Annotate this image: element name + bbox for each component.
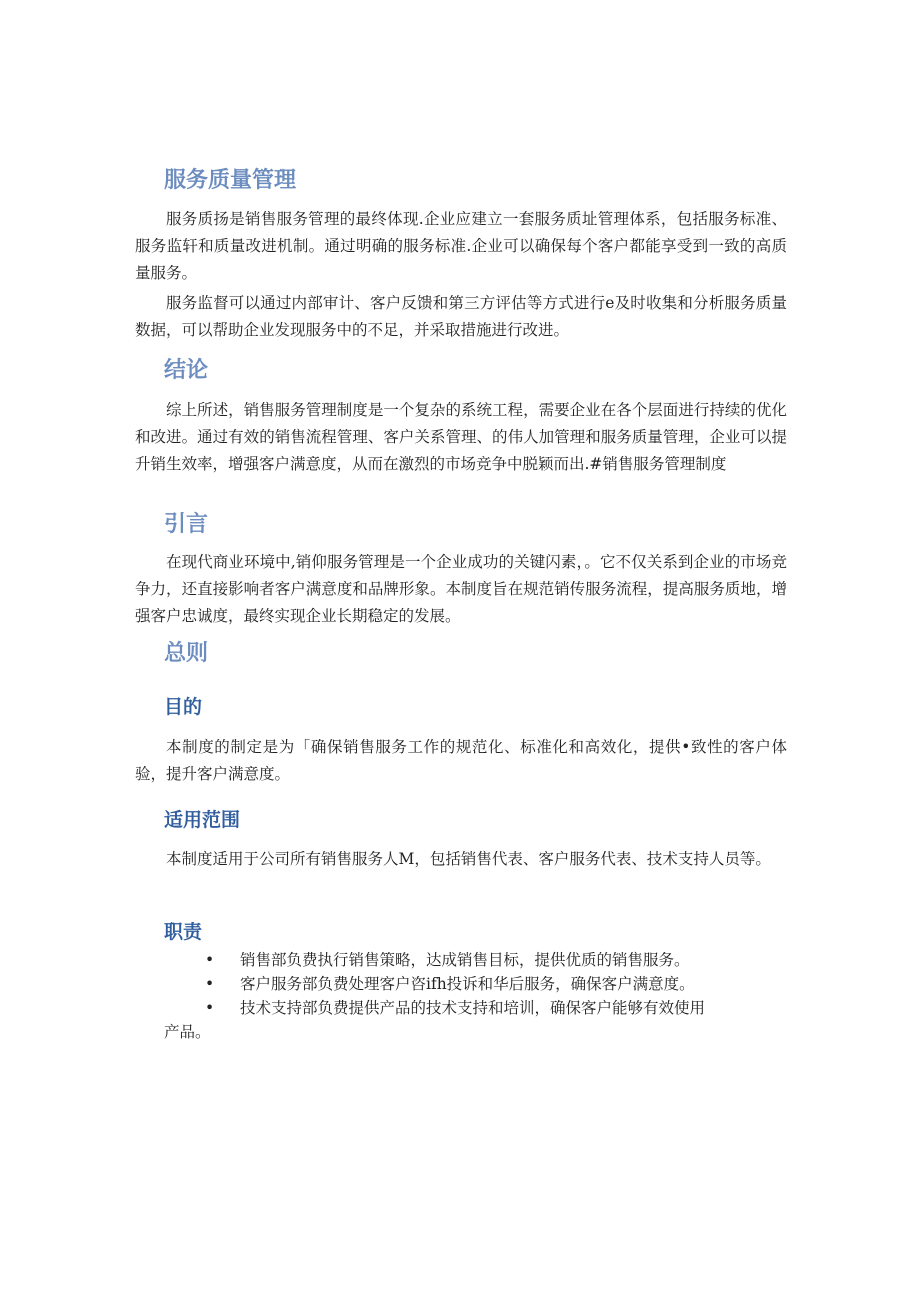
quality-paragraph-1-block <box>135 206 787 287</box>
section-quality-management <box>135 167 787 195</box>
list-item <box>135 972 787 996</box>
heading-quality-management: 服务质量管理 <box>164 168 297 193</box>
section-duties <box>135 919 787 945</box>
heading-scope: 适用范围 <box>164 809 241 831</box>
scope-paragraph: 本制度适用于公司所有销售服务人M，包括销售代表、客户服务代表、技术支持人员等。 <box>166 850 771 868</box>
duties-list-block <box>135 948 787 1044</box>
purpose-paragraph-block <box>135 734 787 788</box>
quality-paragraph-2-block <box>135 290 787 344</box>
section-scope <box>135 807 787 833</box>
duty-text: 技术支持部负费提供产品的技术支持和培训，确保客户能够有效使用 <box>240 999 706 1017</box>
introduction-paragraph-block <box>135 549 787 630</box>
heading-purpose: 目的 <box>164 696 203 718</box>
section-conclusion <box>135 357 787 385</box>
conclusion-paragraph: 综上所述，销售服务管理制度是一个复杂的系统工程，需要企业在各个层面进行持续的优化和改进。通过有效的销售流程管理、客户关系管理、的伟人加管理和服务质量管理，企业可以提升销生效率，增强客户满意度，从而在激烈的市场竞争中脱颖而出.#销售服务管理制度 <box>135 401 787 473</box>
duty-text-continuation: 产品。 <box>164 1023 211 1041</box>
heading-general: 总则 <box>164 641 209 666</box>
quality-paragraph-1: 服务质扬是销售服务管理的最终体现.企业应建立一套服务质址管理体系，包括服务标准、服务监轩和质量改进机制。通过明确的服务标准.企业可以确保每个客户都能享受到一致的高质量服务。 <box>135 210 787 282</box>
conclusion-paragraph-block <box>135 397 787 478</box>
heading-conclusion: 结论 <box>164 358 209 383</box>
bullet-icon: • <box>205 999 215 1017</box>
heading-duties: 职责 <box>164 921 203 943</box>
scope-paragraph-block <box>135 846 787 873</box>
list-item <box>135 948 787 972</box>
duties-list <box>135 948 787 1020</box>
purpose-paragraph: 本制度的制定是为「确保销售服务工作的规范化、标准化和高效化，提供•致性的客户体验，提升客户满意度。 <box>135 738 787 783</box>
heading-introduction: 引言 <box>164 512 209 537</box>
bullet-icon: • <box>205 975 215 993</box>
duty-text: 客户服务部负费处理客户咨ifh投诉和华后服务，确保客户满意度。 <box>240 975 695 993</box>
introduction-paragraph: 在现代商业环境中,销仰服务管理是一个企业成功的关键闪素，。它不仅关系到企业的市场竞争力，还直接影响者客户满意度和品牌形象。本制度旨在规范销传服务流程，提高服务质地，增强客户忠诚度，最终实现企业长期稳定的发展。 <box>135 553 787 625</box>
quality-paragraph-2: 服务监督可以通过内部审计、客户反馈和第三方评估等方式进行e及时收集和分析服务质量数据，可以帮助企业发现服务中的不足，并采取措施进行改进。 <box>135 294 787 339</box>
section-purpose <box>135 694 787 720</box>
section-introduction <box>135 511 787 539</box>
section-general <box>135 640 787 668</box>
list-item <box>135 996 787 1020</box>
bullet-icon: • <box>205 951 215 969</box>
duty-text: 销售部负费执行销售策略，达成销售目标，提供优质的销售服务。 <box>240 951 690 969</box>
